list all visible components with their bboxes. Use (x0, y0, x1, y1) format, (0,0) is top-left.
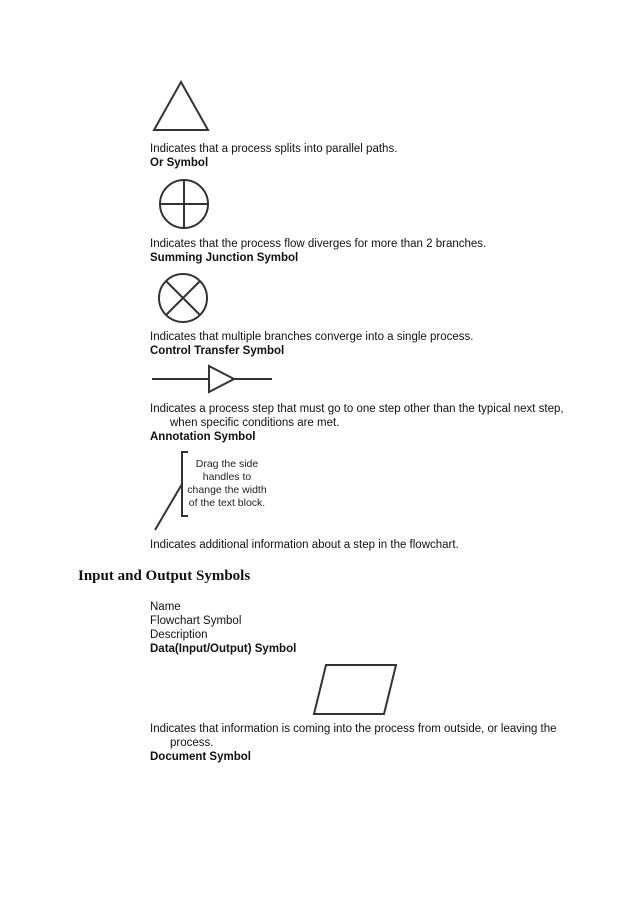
control-transfer-title: Control Transfer Symbol (150, 345, 285, 357)
column-description-label: Description (150, 629, 208, 641)
data-io-parallelogram-icon (312, 664, 400, 716)
data-io-title: Data(Input/Output) Symbol (150, 643, 297, 655)
summing-description: Indicates that multiple branches converge into a single process. (150, 331, 474, 343)
annotation-box-line: change the width (187, 484, 267, 496)
annotation-description: Indicates additional information about a step in the flowchart. (150, 539, 459, 551)
parallel-description: Indicates that a process splits into parallel paths. (150, 143, 398, 155)
or-symbol-icon (158, 178, 210, 230)
summing-junction-title: Summing Junction Symbol (150, 252, 299, 264)
summing-junction-icon (157, 272, 209, 324)
column-symbol-label: Flowchart Symbol (150, 615, 242, 627)
data-description-line1: Indicates that information is coming into the process from outside, or leaving the (150, 723, 557, 735)
or-description: Indicates that the process flow diverges for more than 2 branches. (150, 238, 487, 250)
triangle-symbol-icon (150, 80, 212, 132)
or-symbol-title: Or Symbol (150, 157, 209, 169)
annotation-box-line: handles to (202, 471, 252, 483)
document-symbol-title: Document Symbol (150, 751, 251, 763)
annotation-box-line: Drag the side (195, 458, 259, 470)
data-description-line2: process. (170, 737, 214, 749)
section-heading: Input and Output Symbols (78, 568, 251, 584)
control-description-line2: when specific conditions are met. (170, 417, 340, 429)
annotation-title: Annotation Symbol (150, 431, 256, 443)
control-transfer-icon (152, 364, 274, 394)
annotation-box-line: of the text block. (188, 497, 266, 509)
control-description-line1: Indicates a process step that must go to one step other than the typical next step, (150, 403, 564, 415)
column-name-label: Name (150, 601, 181, 613)
annotation-box-text (186, 458, 268, 510)
